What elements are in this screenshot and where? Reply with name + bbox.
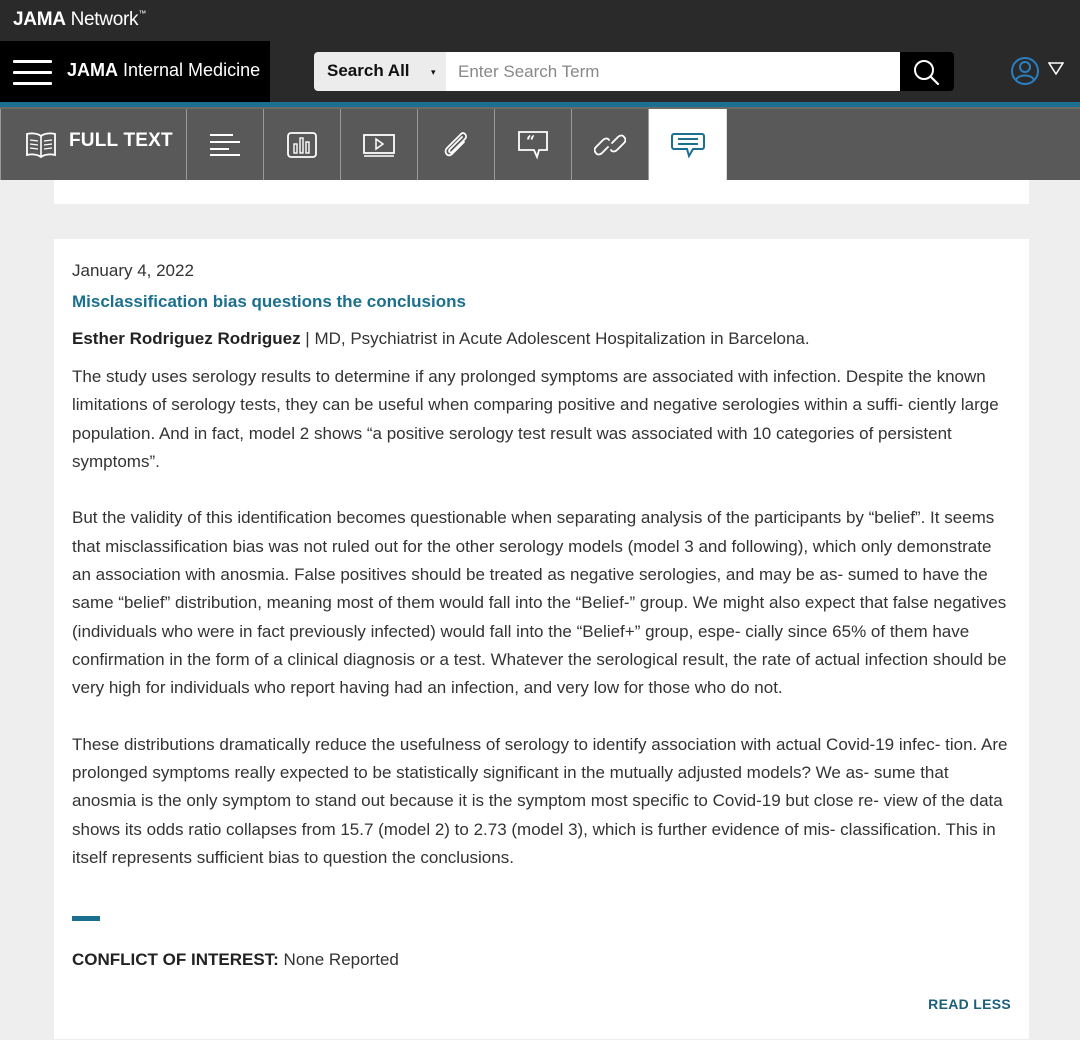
jama-network-logo[interactable]: JAMA Network™ bbox=[13, 9, 146, 30]
caret-down-icon: ▾ bbox=[431, 67, 436, 77]
bar-chart-icon bbox=[287, 132, 317, 158]
conflict-of-interest bbox=[72, 950, 399, 970]
comment-body bbox=[72, 363, 1012, 901]
search-button[interactable] bbox=[900, 52, 954, 91]
comment-card bbox=[54, 239, 1029, 1039]
comment-paragraph: These distributions dramatically reduce the usefulness of serology to identify association with actual Covid-19 infec- tion. Are prolonged symptoms really expected to be statistically significant in the mutually adjusted models? We as- sume that anosmia is the only symptom to stand out because it is the symptom most specific to Covid-19 but close re- view of the data shows its odds ratio collapses from 15.7 (model 2) to 2.73 (model 3), which is further evidence of mis- classification. This in itself represents sufficient bias to question the conclusions. bbox=[72, 734, 1008, 868]
full-text-button[interactable] bbox=[0, 109, 187, 180]
hamburger-menu-icon[interactable] bbox=[13, 58, 52, 86]
conflict-label: CONFLICT OF INTEREST: bbox=[72, 950, 279, 969]
user-account-icon[interactable] bbox=[1010, 56, 1040, 86]
journal-header bbox=[0, 41, 1080, 102]
search-scope-label: Search All bbox=[327, 61, 410, 80]
related-links-button[interactable] bbox=[572, 109, 649, 180]
svg-text:“: “ bbox=[526, 131, 536, 151]
comment-date: January 4, 2022 bbox=[72, 261, 194, 280]
multimedia-button[interactable] bbox=[341, 109, 418, 180]
network-bar bbox=[0, 0, 1080, 41]
supplemental-content-button[interactable] bbox=[418, 109, 495, 180]
paperclip-icon bbox=[440, 129, 472, 161]
article-toolbar bbox=[0, 107, 1080, 180]
comment-paragraph: The study uses serology results to determine if any prolonged symptoms are associated with infection. Despite the known limitations of serology tests, they can be useful when comparing positive and negative serologies within a suffi- ciently large population. And in fact, model 2 shows “a positive serology test result was associated with 10 categories of persistent symptoms”. bbox=[72, 367, 999, 471]
link-icon bbox=[594, 129, 626, 161]
comments-icon bbox=[671, 131, 705, 159]
journal-title[interactable]: JAMA Internal Medicine bbox=[67, 60, 261, 80]
outline-icon bbox=[209, 133, 241, 157]
full-text-label: FULL TEXT bbox=[69, 130, 173, 151]
author-name: Esther Rodriguez Rodriguez bbox=[72, 329, 301, 348]
comment-author bbox=[72, 329, 810, 349]
search-input[interactable] bbox=[446, 52, 900, 91]
read-less-link[interactable]: READ LESS bbox=[928, 996, 1011, 1012]
cite-button[interactable] bbox=[495, 109, 572, 180]
outline-button[interactable] bbox=[187, 109, 264, 180]
conflict-value: None Reported bbox=[278, 950, 399, 969]
account-dropdown-icon[interactable] bbox=[1048, 61, 1064, 75]
search-icon bbox=[913, 59, 941, 85]
journal-block bbox=[0, 41, 270, 102]
figures-button[interactable] bbox=[264, 109, 341, 180]
previous-comment-card bbox=[54, 180, 1029, 204]
open-book-icon bbox=[25, 131, 57, 159]
author-affiliation: | MD, Psychiatrist in Acute Adolescent Hospitalization in Barcelona. bbox=[300, 329, 810, 348]
comment-title[interactable]: Misclassification bias questions the conclusions bbox=[72, 292, 466, 311]
video-play-icon bbox=[363, 133, 395, 157]
comment-paragraph: But the validity of this identification becomes questionable when separating analysis of the participants by “belief”. It seems that misclassification bias was not ruled out for the other serology models (model 3 and following), which only demonstrate an association with anosmia. False positives should be treated as negative serologies, and may be as- sumed to have the same “belief” distribution, meaning most of them would fall into the “Belief-” group. We might also expect that false negatives (individuals who were in fact previously infected) would fall into the “Belief+” group, espe- cially since 65% of them have confirmation in the form of a clinical diagnosis or a test. Whatever the serological result, the rate of actual infection should be very high for individuals who report having had an infection, and very low for those who do not. bbox=[72, 508, 1007, 698]
section-divider bbox=[72, 916, 100, 921]
comments-button[interactable] bbox=[649, 109, 727, 180]
quote-bubble-icon bbox=[517, 130, 549, 160]
search-scope-select[interactable] bbox=[314, 52, 446, 91]
